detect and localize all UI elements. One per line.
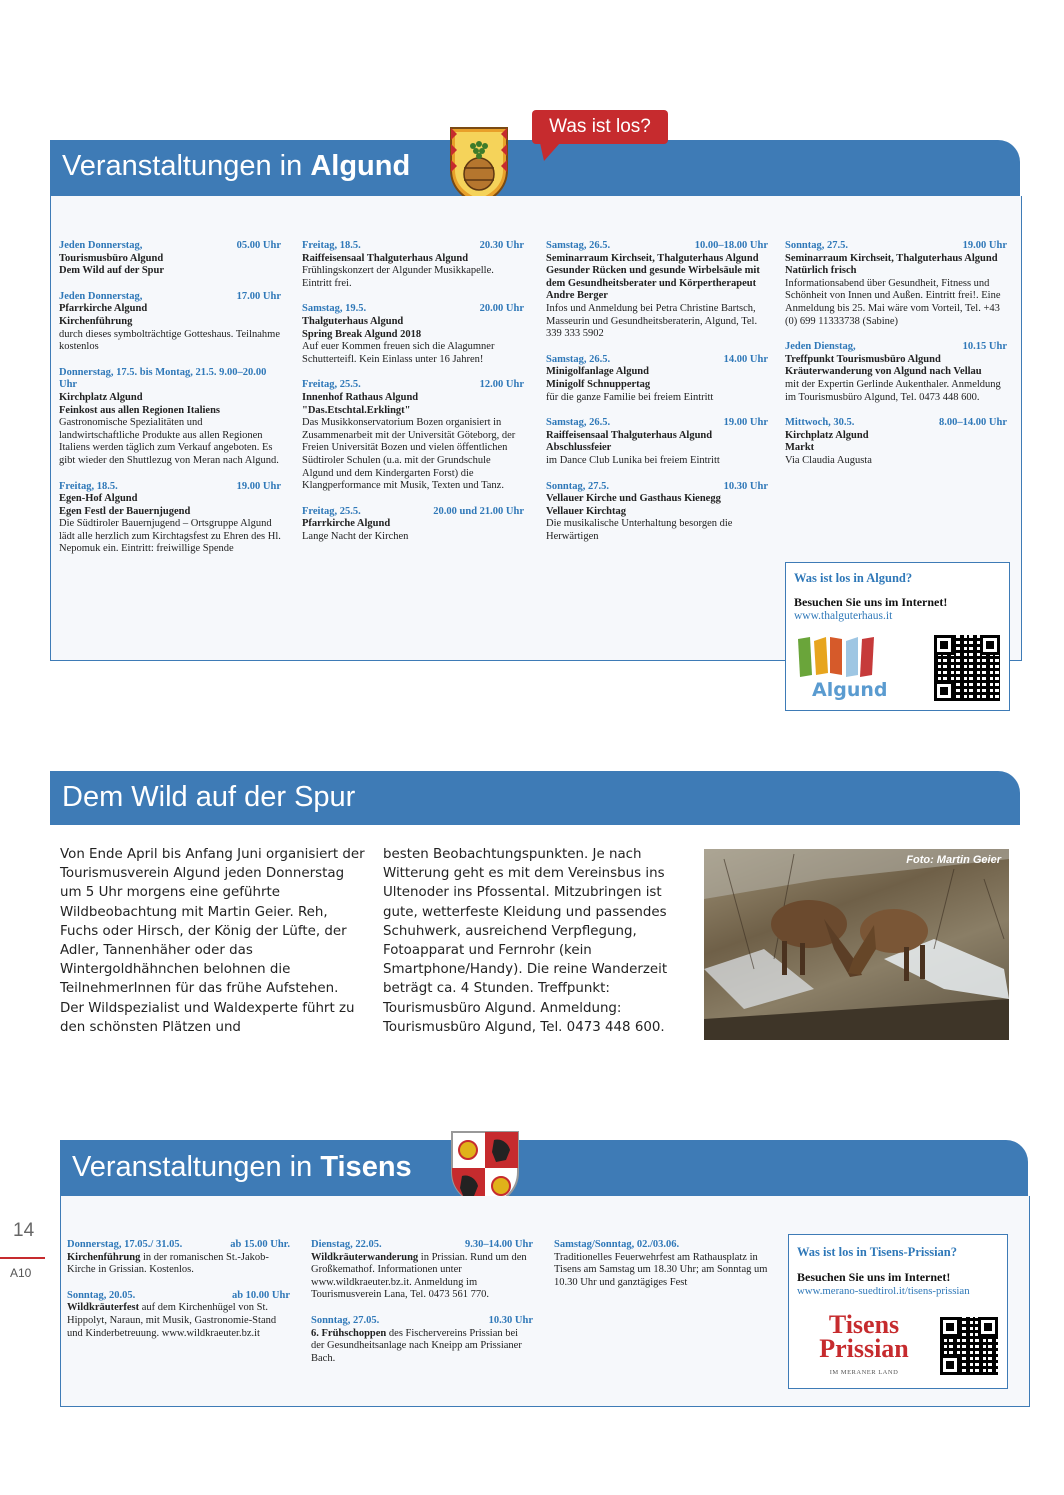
event-time: 17.00 Uhr	[236, 290, 281, 302]
event-title: "Das.Etschtal.Erklingt"	[302, 404, 411, 416]
event-description: durch dieses symbolträchtige Gotteshaus. Teilnahme kostenlos	[59, 328, 280, 353]
event-location: Seminarraum Kirchseit, Thalguterhaus Algund	[546, 252, 759, 264]
algund-coat-of-arms-icon	[447, 124, 511, 206]
event-title: Wildkräuterfest	[67, 1302, 140, 1314]
event-time: 10.15 Uhr	[962, 341, 1007, 353]
event-description: Das Musikkonservatorium Bozen organisiert in Zusammenarbeit mit der Universität Göteborg, der Freien Universität Bozen und vielen öffentlichen Südtiroler Schulen (u.a. mit der Grundschule Algund und dem Kindergarten Forst) die Klangperformance mit Musik, Texten und Tanz.	[302, 417, 516, 492]
event-description: Lange Nacht der Kirchen	[302, 530, 409, 542]
event-entry	[785, 341, 1007, 404]
event-description: in Prissian. Rund um den Großkemathof. Informationen unter www.wildkraeuter.bz.it. Anmeldung im Tourismusverein Lana, Tel. 0473 561 770.	[311, 1251, 527, 1301]
tisens-column-2	[311, 1239, 533, 1378]
event-description: im Dance Club Lunika bei freiem Eintritt	[546, 454, 720, 466]
event-entry	[785, 240, 1007, 328]
event-entry	[302, 240, 524, 290]
event-time: 10.00–18.00 Uhr	[694, 240, 768, 251]
event-title: Vellauer Kirchtag	[546, 505, 627, 517]
event-date: Mittwoch, 30.5.	[785, 417, 855, 429]
event-entry	[302, 303, 524, 366]
event-description: Via Claudia Augusta	[785, 454, 872, 466]
event-entry	[546, 481, 768, 544]
event-location: Treffpunkt Tourismusbüro Algund	[785, 353, 941, 365]
event-entry	[59, 481, 281, 557]
event-date-row	[302, 379, 524, 392]
event-description: Frühlingskonzert der Algunder Musikkapelle. Eintritt frei.	[302, 265, 494, 289]
event-entry	[546, 417, 768, 467]
event-description: Gastronomische Spezialitäten und landwirtschaftliche Produkte aus allen Regionen Italiens werden täglich zum Verkauf angeboten. Es gibt wieder den Shuttlezug von Meran nach Algund.	[59, 417, 279, 466]
photo-credit: Foto: Martin Geier	[906, 854, 1001, 866]
event-title: Abschlussfeier	[546, 442, 612, 454]
event-time: ab 10.00 Uhr	[231, 1289, 290, 1301]
page-number: 14	[13, 1220, 35, 1241]
event-title: Gesunder Rücken und gesunde Wirbelsäule mit dem Gesundheitsberater und Körpertherapeut Andre Berger	[546, 265, 760, 302]
event-date-row	[302, 506, 524, 519]
event-location: Innenhof Rathaus Algund	[302, 391, 419, 403]
event-date-row	[311, 1239, 533, 1252]
algund-column-2	[302, 240, 524, 556]
event-text	[67, 1252, 290, 1277]
event-date-row	[554, 1239, 772, 1252]
event-text	[311, 1252, 533, 1302]
event-date-row	[302, 303, 524, 316]
tisens-header-bar	[60, 1140, 1028, 1196]
event-date: Samstag, 19.5.	[302, 303, 367, 315]
event-date: Freitag, 18.5.	[59, 480, 118, 492]
event-location: Egen-Hof Algund	[59, 493, 138, 505]
event-date: Samstag, 26.5.	[546, 353, 611, 365]
event-date-row	[59, 481, 281, 494]
event-date: Sonntag, 27.5.	[785, 240, 849, 251]
event-date-row	[785, 417, 1007, 430]
tisens-column-3	[554, 1239, 772, 1302]
event-location: Raiffeisensaal Thalguterhaus Algund	[546, 429, 713, 441]
event-location: Thalguterhaus Algund	[302, 315, 404, 327]
event-date: Jeden Donnerstag,	[59, 290, 143, 302]
event-time: 19.00 Uhr	[236, 480, 281, 492]
event-date: Freitag, 25.5.	[302, 505, 361, 517]
event-title: Markt	[785, 442, 815, 454]
event-title: Kirchenführung	[67, 1251, 141, 1263]
event-date: Samstag/Sonntag, 02./03.06.	[554, 1239, 680, 1250]
event-time: 20.30 Uhr	[479, 240, 524, 251]
event-title: Kirchenführung	[59, 315, 133, 327]
event-time: 05.00 Uhr	[236, 240, 281, 251]
event-date-row	[302, 240, 524, 253]
event-title: Minigolf Schnuppertag	[546, 378, 651, 390]
page-number-rule	[0, 1257, 45, 1259]
event-time: 10.30 Uhr	[488, 1314, 533, 1326]
event-title: Dem Wild auf der Spur	[59, 265, 165, 277]
event-entry	[59, 291, 281, 354]
event-entry	[59, 240, 281, 278]
algund-info-visit: Besuchen Sie uns im Internet!	[794, 595, 948, 609]
event-title: Kräuterwanderung von Algund nach Vellau	[785, 366, 982, 378]
event-date: Dienstag, 22.05.	[311, 1239, 382, 1250]
event-time: 14.00 Uhr	[723, 353, 768, 365]
event-location: Pfarrkirche Algund	[59, 303, 148, 315]
event-date: Jeden Dienstag,	[785, 341, 856, 353]
algund-info-url[interactable]: www.thalguterhaus.it	[794, 610, 893, 622]
event-entry	[311, 1239, 533, 1302]
event-entry	[311, 1315, 533, 1365]
event-description: in der romanischen St.-Jakob-Kirche in Grissian. Kostenlos.	[67, 1251, 269, 1276]
event-text	[67, 1302, 290, 1340]
event-date-row	[546, 354, 768, 367]
tisens-info-visit: Besuchen Sie uns im Internet!	[797, 1270, 951, 1284]
was-ist-los-bubble: Was ist los?	[532, 110, 668, 144]
event-time: 12.00 Uhr	[479, 379, 524, 391]
event-location: Vellauer Kirche und Gasthaus Kienegg	[546, 493, 721, 505]
event-date-row	[546, 240, 768, 253]
algund-logo-icon	[796, 635, 882, 679]
event-location: Seminarraum Kirchseit, Thalguterhaus Algund	[785, 252, 998, 264]
event-date-row	[546, 481, 768, 494]
tisens-info-title: Was ist los in Tisens-Prissian?	[797, 1245, 957, 1259]
tisens-info-url[interactable]: www.merano-suedtirol.it/tisens-prissian	[797, 1285, 970, 1297]
event-title: Egen Festl der Bauernjugend	[59, 505, 191, 517]
algund-qr-code-icon	[934, 635, 1000, 701]
event-description: Auf euer Kommen freuen sich die Alagumner Schutterteifl. Kein Einlass unter 16 Jahren!	[302, 341, 495, 365]
event-description: Informationsabend über Gesundheit, Fitness und Schönheit von Innen und Außen. Eintritt frei!. Eine Anmeldung bis 25. Mai wäre vom Vorteil, Tel. +43 (0) 699 11333738 (Sabine)	[785, 277, 1001, 327]
event-time: 19.00 Uhr	[962, 240, 1007, 251]
wild-text-column-2: besten Beobachtungspunkten. Je nach Witterung geht es mit dem Vereinsbus ins Ultenoder ins Pfossental. Mitzubringen ist gute, wetterfeste Kleidung und passendes Schuhwerk, ausreichend Verpflegung, Fotoapparat und Fernrohr (kein Smartphone/Handy). Die reine Wanderzeit beträgt ca. 4 Stunden. Treffpunkt: Tourismusbüro Algund. Anmeldung: Tourismusbüro Algund, Tel. 0473 448 600.	[383, 847, 668, 1035]
event-date-row	[785, 341, 1007, 354]
event-date: Freitag, 25.5.	[302, 379, 361, 391]
event-description: Infos und Anmeldung bei Petra Christine Bartsch, Masseurin und Gesundheitsberaterin, Algund, Tel. 339 333 5902	[546, 302, 758, 340]
tisens-info-box	[788, 1234, 1008, 1389]
tisens-qr-code-icon	[940, 1317, 998, 1375]
tisens-title: Veranstaltungen in Tisens	[72, 1151, 412, 1183]
event-date-row	[546, 417, 768, 430]
wild-header-bar	[50, 771, 1020, 825]
event-date-row	[59, 291, 281, 304]
event-entry	[59, 367, 281, 468]
algund-info-box	[785, 562, 1010, 711]
event-description: Die musikalische Unterhaltung besorgen die Herwärtigen	[546, 518, 733, 542]
page-code: A10	[10, 1266, 32, 1280]
event-title: Wildkräuterwanderung	[311, 1251, 419, 1263]
deer-photo	[704, 849, 1009, 1040]
event-date-row	[59, 240, 281, 253]
event-time: 9.30–14.00 Uhr	[465, 1239, 533, 1250]
event-location: Tourismusbüro Algund	[59, 252, 164, 264]
event-description: Traditionelles Feuerwehrfest am Rathausplatz in Tisens am Samstag um 18.30 Uhr; am Sonntag um 10.30 Uhr und ganztägiges Fest	[554, 1251, 768, 1288]
event-entry	[302, 506, 524, 544]
event-time: 20.00 Uhr	[479, 303, 524, 315]
event-date: Sonntag, 27.05.	[311, 1314, 380, 1326]
event-description: mit der Expertin Gerlinde Aukenthaler. Anmeldung im Tourismusbüro Algund, Tel. 0473 448 600.	[785, 378, 1001, 403]
event-title: 6. Frühschoppen	[311, 1327, 387, 1339]
event-entry	[302, 379, 524, 492]
algund-header-bar	[50, 140, 1020, 196]
event-time: 8.00–14.00 Uhr	[939, 417, 1007, 429]
wild-title: Dem Wild auf der Spur	[62, 781, 356, 813]
deer-illustration-icon	[704, 849, 1009, 1040]
event-text	[311, 1328, 533, 1366]
event-location: Kirchplatz Algund	[59, 391, 143, 403]
event-date: Sonntag, 20.05.	[67, 1289, 136, 1301]
event-title: Natürlich frisch	[785, 265, 857, 277]
event-entry	[546, 240, 768, 341]
event-entry	[554, 1239, 772, 1289]
event-time: ab 15.00 Uhr.	[230, 1239, 290, 1250]
event-date: Samstag, 26.5.	[546, 240, 611, 251]
event-date: Jeden Donnerstag,	[59, 240, 143, 251]
event-description: auf dem Kirchenhügel von St. Hippolyt, Naraun, mit Musik, Gastronomie-Stand und Kinderbetreuung. www.wildkraeuter.bz.it	[67, 1302, 277, 1339]
event-description: für die ganze Familie bei freiem Eintritt	[546, 391, 714, 403]
event-entry	[67, 1290, 290, 1340]
event-description: Die Südtiroler Bauernjugend – Ortsgruppe Algund lädt alle herzlich zum Kirchtagsfest zu Ehren des Hl. Nepomuk ein. Eintritt: freiwillige Spende	[59, 518, 281, 555]
tisens-logo: Tisens Prissian IM MERANER LAND	[819, 1310, 909, 1376]
event-date-row	[59, 367, 281, 392]
event-entry	[785, 417, 1007, 467]
algund-logo-text: Algund	[812, 679, 888, 701]
algund-column-1	[59, 240, 281, 569]
event-time: 10.30 Uhr	[723, 480, 768, 492]
event-date: Sonntag, 27.5.	[546, 480, 610, 492]
event-date-row	[67, 1239, 290, 1252]
tisens-column-1	[67, 1239, 290, 1353]
algund-column-3	[546, 240, 768, 556]
algund-title: Veranstaltungen in Algund	[62, 150, 411, 182]
event-entry	[546, 354, 768, 404]
event-entry	[67, 1239, 290, 1277]
event-date-row	[67, 1290, 290, 1303]
event-date: Freitag, 18.5.	[302, 240, 361, 251]
event-date-row	[785, 240, 1007, 253]
algund-column-4	[785, 240, 1007, 481]
event-date: Donnerstag, 17.5. bis Montag, 21.5. 9.00–20.00 Uhr	[59, 366, 267, 391]
bubble-tail-icon	[540, 143, 562, 163]
event-location: Raiffeisensaal Thalguterhaus Algund	[302, 252, 469, 264]
event-title: Spring Break Algund 2018	[302, 328, 422, 340]
wild-text-column-1: Von Ende April bis Anfang Juni organisiert der Tourismusverein Algund jeden Donnerstag um 5 Uhr morgens eine geführte Wildbeobachtung mit Martin Geier. Reh, Fuchs oder Hirsch, der König der Lüfte, der Adler, Tannenhäher oder das Wintergoldhähnchen belohnen die TeilnehmerInnen für das frühe Aufstehen. Der Wildspezialist und Waldexperte führt zu den schönsten Plätzen und	[60, 847, 365, 1035]
event-location: Pfarrkirche Algund	[302, 518, 391, 530]
event-date: Samstag, 26.5.	[546, 417, 611, 429]
event-date-row	[311, 1315, 533, 1328]
event-time: 19.00 Uhr	[723, 417, 768, 429]
event-location: Kirchplatz Algund	[785, 429, 869, 441]
event-text	[554, 1252, 772, 1290]
event-date: Donnerstag, 17.05./ 31.05.	[67, 1239, 183, 1250]
algund-info-title: Was ist los in Algund?	[794, 571, 913, 585]
event-description: des Fischervereins Prissian bei der Gesundheitsanlage nach Kneipp am Prissianer Bach.	[311, 1327, 522, 1364]
event-title: Feinkost aus allen Regionen Italiens	[59, 404, 221, 416]
event-time: 20.00 und 21.00 Uhr	[433, 505, 524, 517]
event-location: Minigolfanlage Algund	[546, 366, 649, 378]
